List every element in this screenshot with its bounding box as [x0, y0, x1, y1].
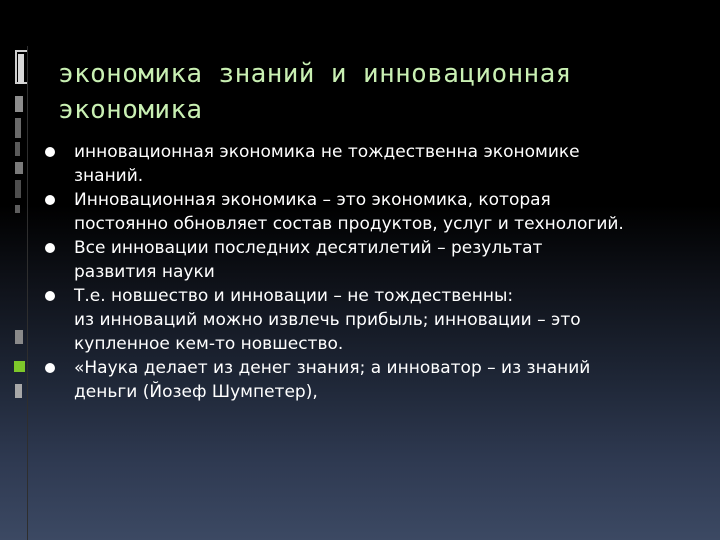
decorative-block [15, 142, 20, 156]
bullet-text-line: развития науки [74, 262, 215, 282]
bullet-item [40, 188, 700, 236]
bullet-text-line: купленное кем-то новшество. [74, 334, 344, 354]
decorative-block [15, 384, 22, 398]
bullet-item [40, 284, 700, 356]
bullet-text-line: Инновационная экономика – это экономика, которая [74, 190, 551, 210]
decorative-block [18, 54, 24, 84]
bullet-list [40, 140, 700, 404]
bullet-text-line: из инноваций можно извлечь прибыль; инновации – это [74, 310, 581, 330]
bullet-text-line: знаний. [74, 166, 144, 186]
bullet-text-line: деньги (Йозеф Шумпетер), [74, 382, 318, 402]
decorative-block [15, 162, 23, 174]
bullet-dot-icon [45, 291, 55, 301]
decorative-block [15, 180, 21, 198]
bullet-text-line: Все инновации последних десятилетий – результат [74, 238, 543, 258]
slide-title: экономика знаний и инновационная экономика [58, 59, 572, 125]
bullet-dot-icon [45, 195, 55, 205]
bullet-dot-icon [45, 243, 55, 253]
decorative-accent-square [14, 361, 25, 372]
bullet-text-line: «Наука делает из денег знания; а инноватор – из знаний [74, 358, 591, 378]
bullet-text-line: Т.е. новшество и инновации – не тождественны: [74, 286, 514, 306]
bullet-item [40, 140, 700, 188]
decorative-block [15, 118, 21, 138]
bullet-item [40, 356, 700, 404]
decorative-block [15, 330, 23, 344]
bullet-dot-icon [45, 147, 55, 157]
decorative-vertical-line [27, 46, 28, 540]
bullet-text-line: инновационная экономика не тождественна экономике [74, 142, 580, 162]
decorative-block [15, 96, 23, 112]
bullet-item [40, 236, 700, 284]
bullet-dot-icon [45, 363, 55, 373]
decorative-block [15, 205, 20, 213]
bullet-text-line: постоянно обновляет состав продуктов, услуг и технологий. [74, 214, 624, 234]
